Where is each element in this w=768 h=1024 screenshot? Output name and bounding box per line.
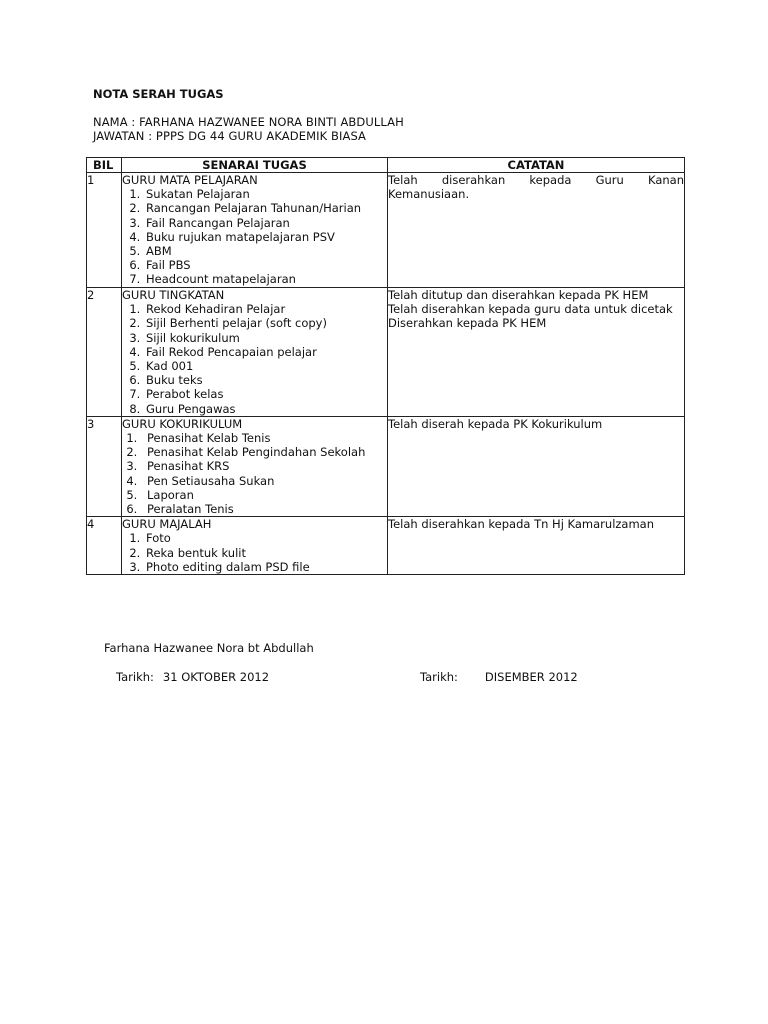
list-item: 4. Fail Rekod Pencapaian pelajar [144, 345, 387, 359]
date-label: Tarikh: [116, 670, 154, 684]
table-row [87, 173, 685, 288]
list-item: 4. Buku rujukan matapelajaran PSV [144, 230, 387, 244]
task-cell [122, 173, 388, 288]
note-text: Telah diserah kepada PK Kokurikulum [388, 416, 603, 431]
note-text: Telah diserahkan kepada Guru Kanan Kemanusiaan. [388, 173, 684, 202]
note-cell [388, 173, 685, 288]
list-item: 7. Perabot kelas [144, 387, 387, 401]
table-header-row [87, 158, 685, 173]
list-item: 1. Sukatan Pelajaran [144, 187, 387, 201]
list-item: 6. Buku teks [144, 373, 387, 387]
list-item: 2. Sijil Berhenti pelajar (soft copy) [144, 316, 387, 330]
position-line: JAWATAN : PPPS DG 44 GURU AKADEMIK BIASA [93, 129, 367, 143]
row-number: 3 [87, 416, 122, 516]
list-item: 7. Headcount matapelajaran [144, 272, 387, 286]
list-item: 6. Peralatan Tenis [141, 502, 387, 516]
list-item: 6. Fail PBS [144, 258, 387, 272]
list-item: 5. Kad 001 [144, 359, 387, 373]
row-number: 1 [87, 173, 122, 288]
list-item: 5. Laporan [141, 488, 387, 502]
list-item: 3. Photo editing dalam PSD file [144, 560, 387, 574]
date-label: Tarikh: [420, 670, 458, 684]
note-cell [388, 288, 685, 417]
list-item: 2. Rancangan Pelajaran Tahunan/Harian [144, 201, 387, 215]
task-list [122, 431, 387, 516]
list-item: 2. Penasihat Kelab Pengindahan Sekolah [141, 445, 387, 459]
list-item: 1. Foto [144, 531, 387, 545]
date-value: 31 OKTOBER 2012 [162, 670, 270, 684]
signature-name: Farhana Hazwanee Nora bt Abdullah [104, 641, 314, 655]
list-item: 3. Fail Rancangan Pelajaran [144, 216, 387, 230]
note-text: Telah diserahkan kepada Tn Hj Kamarulzaman [388, 517, 655, 532]
task-group-title: GURU TINGKATAN [122, 288, 225, 302]
list-item: 5. ABM [144, 244, 387, 258]
table-row [87, 288, 685, 417]
note-cell [388, 517, 685, 575]
list-item: 3. Penasihat KRS [141, 459, 387, 473]
list-item: 8. Guru Pengawas [144, 402, 387, 416]
task-group-title: GURU MATA PELAJARAN [122, 173, 258, 187]
document-title: NOTA SERAH TUGAS [93, 87, 224, 101]
list-item: 2. Reka bentuk kulit [144, 546, 387, 560]
task-cell [122, 416, 388, 516]
header-bil: BIL [87, 158, 122, 173]
header-catatan: CATATAN [388, 158, 685, 173]
task-table [86, 157, 685, 575]
list-item: 1. Rekod Kehadiran Pelajar [144, 302, 387, 316]
task-group-title: GURU KOKURIKULUM [122, 416, 243, 431]
row-number: 4 [87, 517, 122, 575]
table-row [87, 517, 685, 575]
task-list [122, 187, 387, 286]
list-item: 4. Pen Setiausaha Sukan [141, 474, 387, 488]
name-line: NAMA : FARHANA HAZWANEE NORA BINTI ABDULLAH [93, 115, 404, 129]
task-list [122, 302, 387, 416]
table-row [87, 416, 685, 516]
row-number: 2 [87, 288, 122, 417]
note-cell [388, 416, 685, 516]
date-right [420, 670, 578, 684]
task-group-title: GURU MAJALAH [122, 517, 212, 532]
date-value: DISEMBER 2012 [484, 670, 578, 684]
list-item: 1. Penasihat Kelab Tenis [141, 431, 387, 445]
note-text: Telah ditutup dan diserahkan kepada PK HEM [388, 288, 649, 302]
list-item: 3. Sijil kokurikulum [144, 331, 387, 345]
task-cell [122, 517, 388, 575]
task-list [122, 531, 387, 574]
header-senarai-tugas: SENARAI TUGAS [122, 158, 388, 173]
task-cell [122, 288, 388, 417]
date-left [116, 670, 269, 684]
note-text: Diserahkan kepada PK HEM [388, 316, 547, 331]
note-text: Telah diserahkan kepada guru data untuk dicetak [388, 302, 673, 317]
